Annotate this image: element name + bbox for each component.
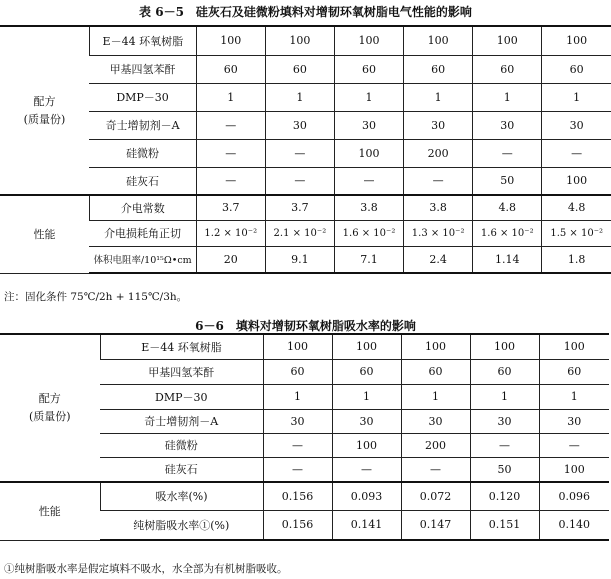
table-row: [0, 26, 611, 55]
performance-group-label: 性能: [0, 195, 89, 273]
table-row: [0, 334, 609, 359]
table-cell: —: [542, 139, 611, 167]
performance-group-label: 性能: [0, 482, 100, 540]
table-cell: 60: [542, 55, 611, 83]
table-title: 表 6－5 硅灰石及硅微粉填料对增韧环氧树脂电气性能的影响: [139, 5, 472, 19]
table-cell: 30: [404, 111, 473, 139]
table-cell: —: [263, 433, 332, 457]
table-cell: 100: [404, 26, 473, 55]
table-cell: 0.156: [263, 510, 332, 540]
table-cell: 30: [265, 111, 334, 139]
table-row: [0, 482, 609, 510]
table-cell: 30: [473, 111, 542, 139]
row-label: 硅灰石: [89, 167, 196, 195]
table-cell: 100: [332, 433, 401, 457]
table-cell: 1: [401, 384, 470, 409]
table-cell: 100: [473, 26, 542, 55]
row-label: 甲基四氢苯酐: [89, 55, 196, 83]
table-cell: 30: [542, 111, 611, 139]
table-cell: 1: [473, 83, 542, 111]
table-cell: 3.8: [404, 195, 473, 220]
table-cell: —: [473, 139, 542, 167]
table-cell: 30: [401, 409, 470, 433]
row-label: 硅微粉: [89, 139, 196, 167]
table-cell: 1: [263, 384, 332, 409]
row-label: 体积电阻率/10¹⁵Ω•cm: [89, 246, 196, 273]
table-cell: —: [334, 167, 403, 195]
water-absorption-table: [0, 333, 609, 541]
table-cell: —: [539, 433, 609, 457]
table-cell: 20: [196, 246, 265, 273]
table-cell: 30: [539, 409, 609, 433]
table-cell: 3.8: [334, 195, 403, 220]
table-cell: 0.096: [539, 482, 609, 510]
table-cell: —: [470, 433, 539, 457]
table-row: [0, 167, 611, 195]
table-cell: —: [404, 167, 473, 195]
table-cell: 1: [539, 384, 609, 409]
table-cell: —: [196, 111, 265, 139]
table-cell: 60: [539, 359, 609, 384]
table-cell: 4.8: [542, 195, 611, 220]
table-cell: 60: [265, 55, 334, 83]
table-cell: 1.3 × 10⁻²: [404, 220, 473, 246]
table-cell: 50: [473, 167, 542, 195]
table-row: [0, 195, 611, 220]
formula-group-label: [0, 26, 89, 195]
table-cell: 0.151: [470, 510, 539, 540]
table-cell: 9.1: [265, 246, 334, 273]
table-note: 注：固化条件 75℃/2h + 115℃/3h。: [4, 291, 188, 303]
table-cell: 2.4: [404, 246, 473, 273]
table-cell: 1: [265, 83, 334, 111]
table-cell: 1: [196, 83, 265, 111]
table-cell: 1: [334, 83, 403, 111]
table-cell: —: [196, 167, 265, 195]
table-cell: 1: [470, 384, 539, 409]
table-cell: 100: [263, 334, 332, 359]
table-row: [0, 220, 611, 246]
row-label: E－44 环氧树脂: [89, 26, 196, 55]
table-cell: 30: [334, 111, 403, 139]
table-cell: 1.8: [542, 246, 611, 273]
row-label: 甲基四氢苯酐: [100, 359, 263, 384]
table-cell: 1.6 × 10⁻²: [473, 220, 542, 246]
table-cell: 100: [332, 334, 401, 359]
table-cell: 100: [265, 26, 334, 55]
table-row: [0, 246, 611, 273]
table-cell: 100: [542, 167, 611, 195]
table-cell: 3.7: [196, 195, 265, 220]
table-row: [0, 111, 611, 139]
table-cell: 0.147: [401, 510, 470, 540]
table-cell: 0.140: [539, 510, 609, 540]
group-unit: (质量份): [23, 112, 66, 126]
table-cell: 3.7: [265, 195, 334, 220]
table-cell: 1: [332, 384, 401, 409]
table-cell: 100: [539, 334, 609, 359]
table-cell: 0.072: [401, 482, 470, 510]
table-cell: 100: [539, 457, 609, 482]
table-cell: 1.2 × 10⁻²: [196, 220, 265, 246]
row-label: 纯树脂吸水率①(%): [100, 510, 263, 540]
row-label: 介电常数: [89, 195, 196, 220]
table-cell: 1: [404, 83, 473, 111]
group-unit: (质量份): [28, 410, 71, 423]
table-cell: 0.156: [263, 482, 332, 510]
table-cell: 0.141: [332, 510, 401, 540]
formula-group-label: [0, 334, 100, 482]
table-cell: 0.120: [470, 482, 539, 510]
table-cell: —: [196, 139, 265, 167]
table-cell: 1.14: [473, 246, 542, 273]
table-cell: 100: [196, 26, 265, 55]
row-label: 硅灰石: [100, 457, 263, 482]
table-cell: 30: [470, 409, 539, 433]
group-label: 配方: [33, 94, 56, 108]
row-label: DMP－30: [100, 384, 263, 409]
table-cell: 60: [473, 55, 542, 83]
table-cell: —: [265, 139, 334, 167]
table-cell: —: [332, 457, 401, 482]
row-label: DMP－30: [89, 83, 196, 111]
row-label: 硅微粉: [100, 433, 263, 457]
table-row: [0, 55, 611, 83]
table-title: 6－6 填料对增韧环氧树脂吸水率的影响: [195, 319, 416, 333]
table-cell: 200: [401, 433, 470, 457]
table-cell: 200: [404, 139, 473, 167]
table-cell: 60: [401, 359, 470, 384]
table-cell: 60: [263, 359, 332, 384]
row-label: 吸水率(%): [100, 482, 263, 510]
row-label: 介电损耗角正切: [89, 220, 196, 246]
row-label: 奇士增韧剂－A: [100, 409, 263, 433]
table-cell: 4.8: [473, 195, 542, 220]
table-cell: —: [265, 167, 334, 195]
table-cell: 1: [542, 83, 611, 111]
table-cell: 50: [470, 457, 539, 482]
table-note: ①纯树脂吸水率是假定填料不吸水，水全部为有机树脂吸收。: [4, 563, 288, 575]
table-cell: 60: [196, 55, 265, 83]
table-cell: —: [263, 457, 332, 482]
table-cell: 100: [542, 26, 611, 55]
table-cell: 2.1 × 10⁻²: [265, 220, 334, 246]
table-cell: 100: [334, 26, 403, 55]
group-label: 配方: [38, 392, 61, 405]
table-cell: 7.1: [334, 246, 403, 273]
table-cell: 60: [334, 55, 403, 83]
row-label: 奇士增韧剂－A: [89, 111, 196, 139]
table-cell: 100: [401, 334, 470, 359]
table-cell: 1.5 × 10⁻²: [542, 220, 611, 246]
table-cell: 0.093: [332, 482, 401, 510]
table-cell: 100: [334, 139, 403, 167]
electrical-properties-table: [0, 25, 611, 274]
row-label: E－44 环氧树脂: [100, 334, 263, 359]
table-cell: 100: [470, 334, 539, 359]
table-row: [0, 83, 611, 111]
table-row: [0, 139, 611, 167]
table-cell: —: [401, 457, 470, 482]
table-cell: 1.6 × 10⁻²: [334, 220, 403, 246]
table-cell: 60: [470, 359, 539, 384]
table-cell: 60: [332, 359, 401, 384]
table-cell: 30: [332, 409, 401, 433]
table-cell: 60: [404, 55, 473, 83]
table-cell: 30: [263, 409, 332, 433]
